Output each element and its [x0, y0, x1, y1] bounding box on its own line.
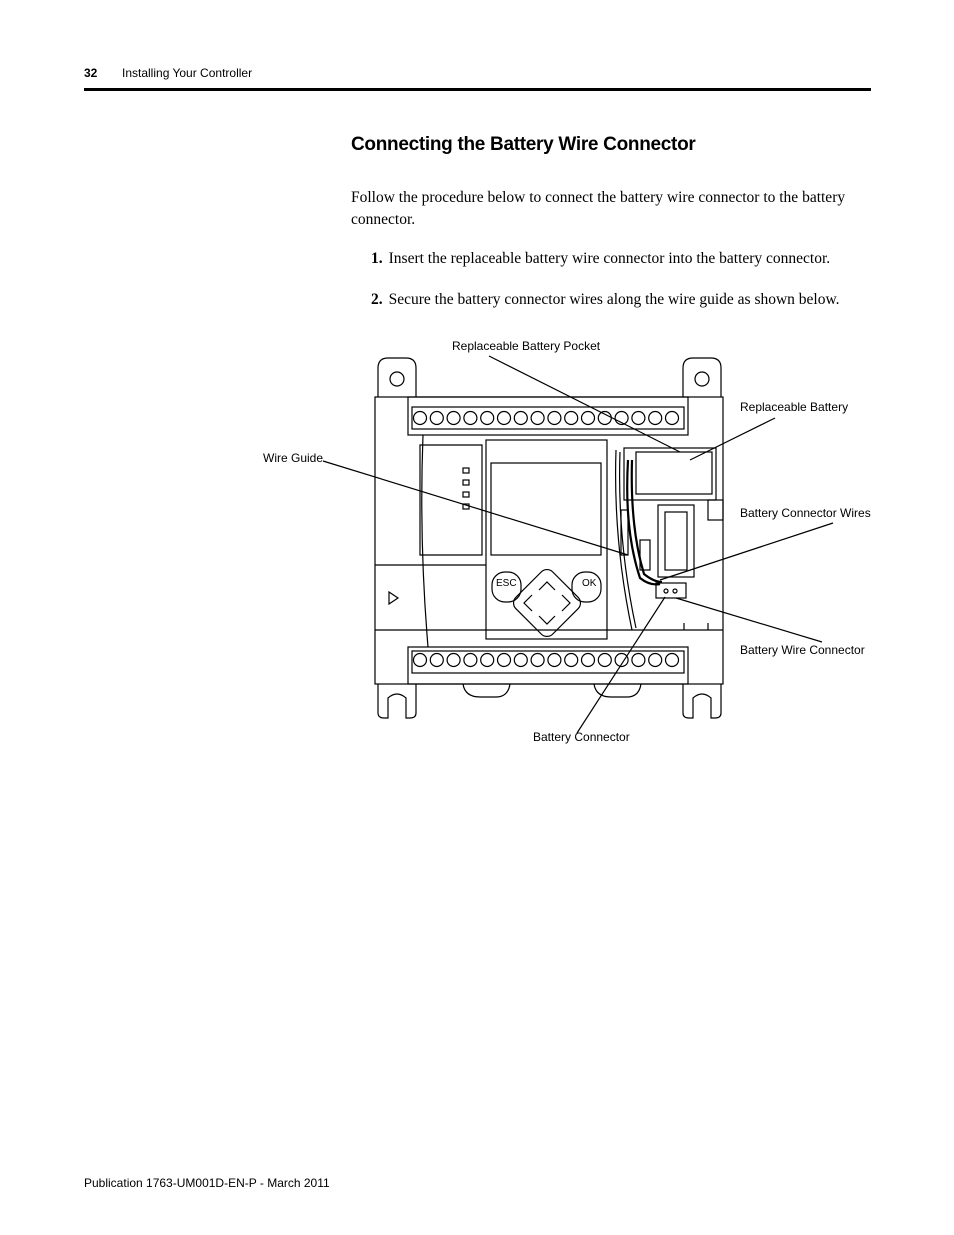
section-heading: Connecting the Battery Wire Connector — [351, 134, 696, 155]
callout-replaceable-battery: Replaceable Battery — [740, 400, 849, 414]
terminal-screw-top — [598, 412, 611, 425]
esc-key-label: ESC — [496, 578, 517, 589]
publication-footer: Publication 1763-UM001D-EN-P - March 2011 — [84, 1176, 330, 1190]
terminal-screw-top — [548, 412, 561, 425]
step-text: Insert the replaceable battery wire connector into the battery connector. — [388, 250, 831, 267]
terminal-screw-top — [498, 412, 511, 425]
terminal-screw-top — [531, 412, 544, 425]
terminal-screw-bottom — [632, 654, 645, 667]
terminal-screw-bottom — [531, 654, 544, 667]
terminal-screw-top — [414, 412, 427, 425]
terminal-screw-bottom — [666, 654, 679, 667]
terminal-screw-top — [481, 412, 494, 425]
terminal-screw-top — [464, 412, 477, 425]
terminal-screw-bottom — [548, 654, 561, 667]
terminal-screw-bottom — [414, 654, 427, 667]
step-text: Secure the battery connector wires along the wire guide as shown below. — [388, 291, 840, 308]
callout-replaceable-battery-pocket: Replaceable Battery Pocket — [452, 339, 601, 353]
terminal-screw-bottom — [447, 654, 460, 667]
callout-wire-guide: Wire Guide — [263, 451, 324, 465]
running-header: Installing Your Controller — [122, 66, 253, 80]
terminal-screw-top — [666, 412, 679, 425]
terminal-screw-bottom — [514, 654, 527, 667]
terminal-screw-top — [649, 412, 662, 425]
terminal-screw-bottom — [464, 654, 477, 667]
terminal-screw-bottom — [649, 654, 662, 667]
terminal-screw-bottom — [498, 654, 511, 667]
intro-paragraph: Follow the procedure below to connect the battery wire connector to the battery connector. — [351, 189, 846, 228]
callout-battery-connector-wires: Battery Connector Wires — [740, 506, 871, 520]
terminal-screw-top — [447, 412, 460, 425]
terminal-screw-top — [632, 412, 645, 425]
terminal-screw-top — [430, 412, 443, 425]
terminal-screw-top — [582, 412, 595, 425]
step-number: 2. — [371, 291, 383, 308]
terminal-screw-bottom — [430, 654, 443, 667]
callout-battery-connector: Battery Connector — [533, 730, 630, 744]
ok-key-label: OK — [582, 578, 597, 589]
terminal-screw-top — [514, 412, 527, 425]
terminal-screw-bottom — [565, 654, 578, 667]
terminal-screw-top — [565, 412, 578, 425]
callout-battery-wire-connector: Battery Wire Connector — [740, 643, 865, 657]
page-number: 32 — [84, 66, 98, 80]
terminal-screw-bottom — [598, 654, 611, 667]
terminal-screw-bottom — [481, 654, 494, 667]
terminal-screw-bottom — [582, 654, 595, 667]
step-number: 1. — [371, 250, 383, 267]
